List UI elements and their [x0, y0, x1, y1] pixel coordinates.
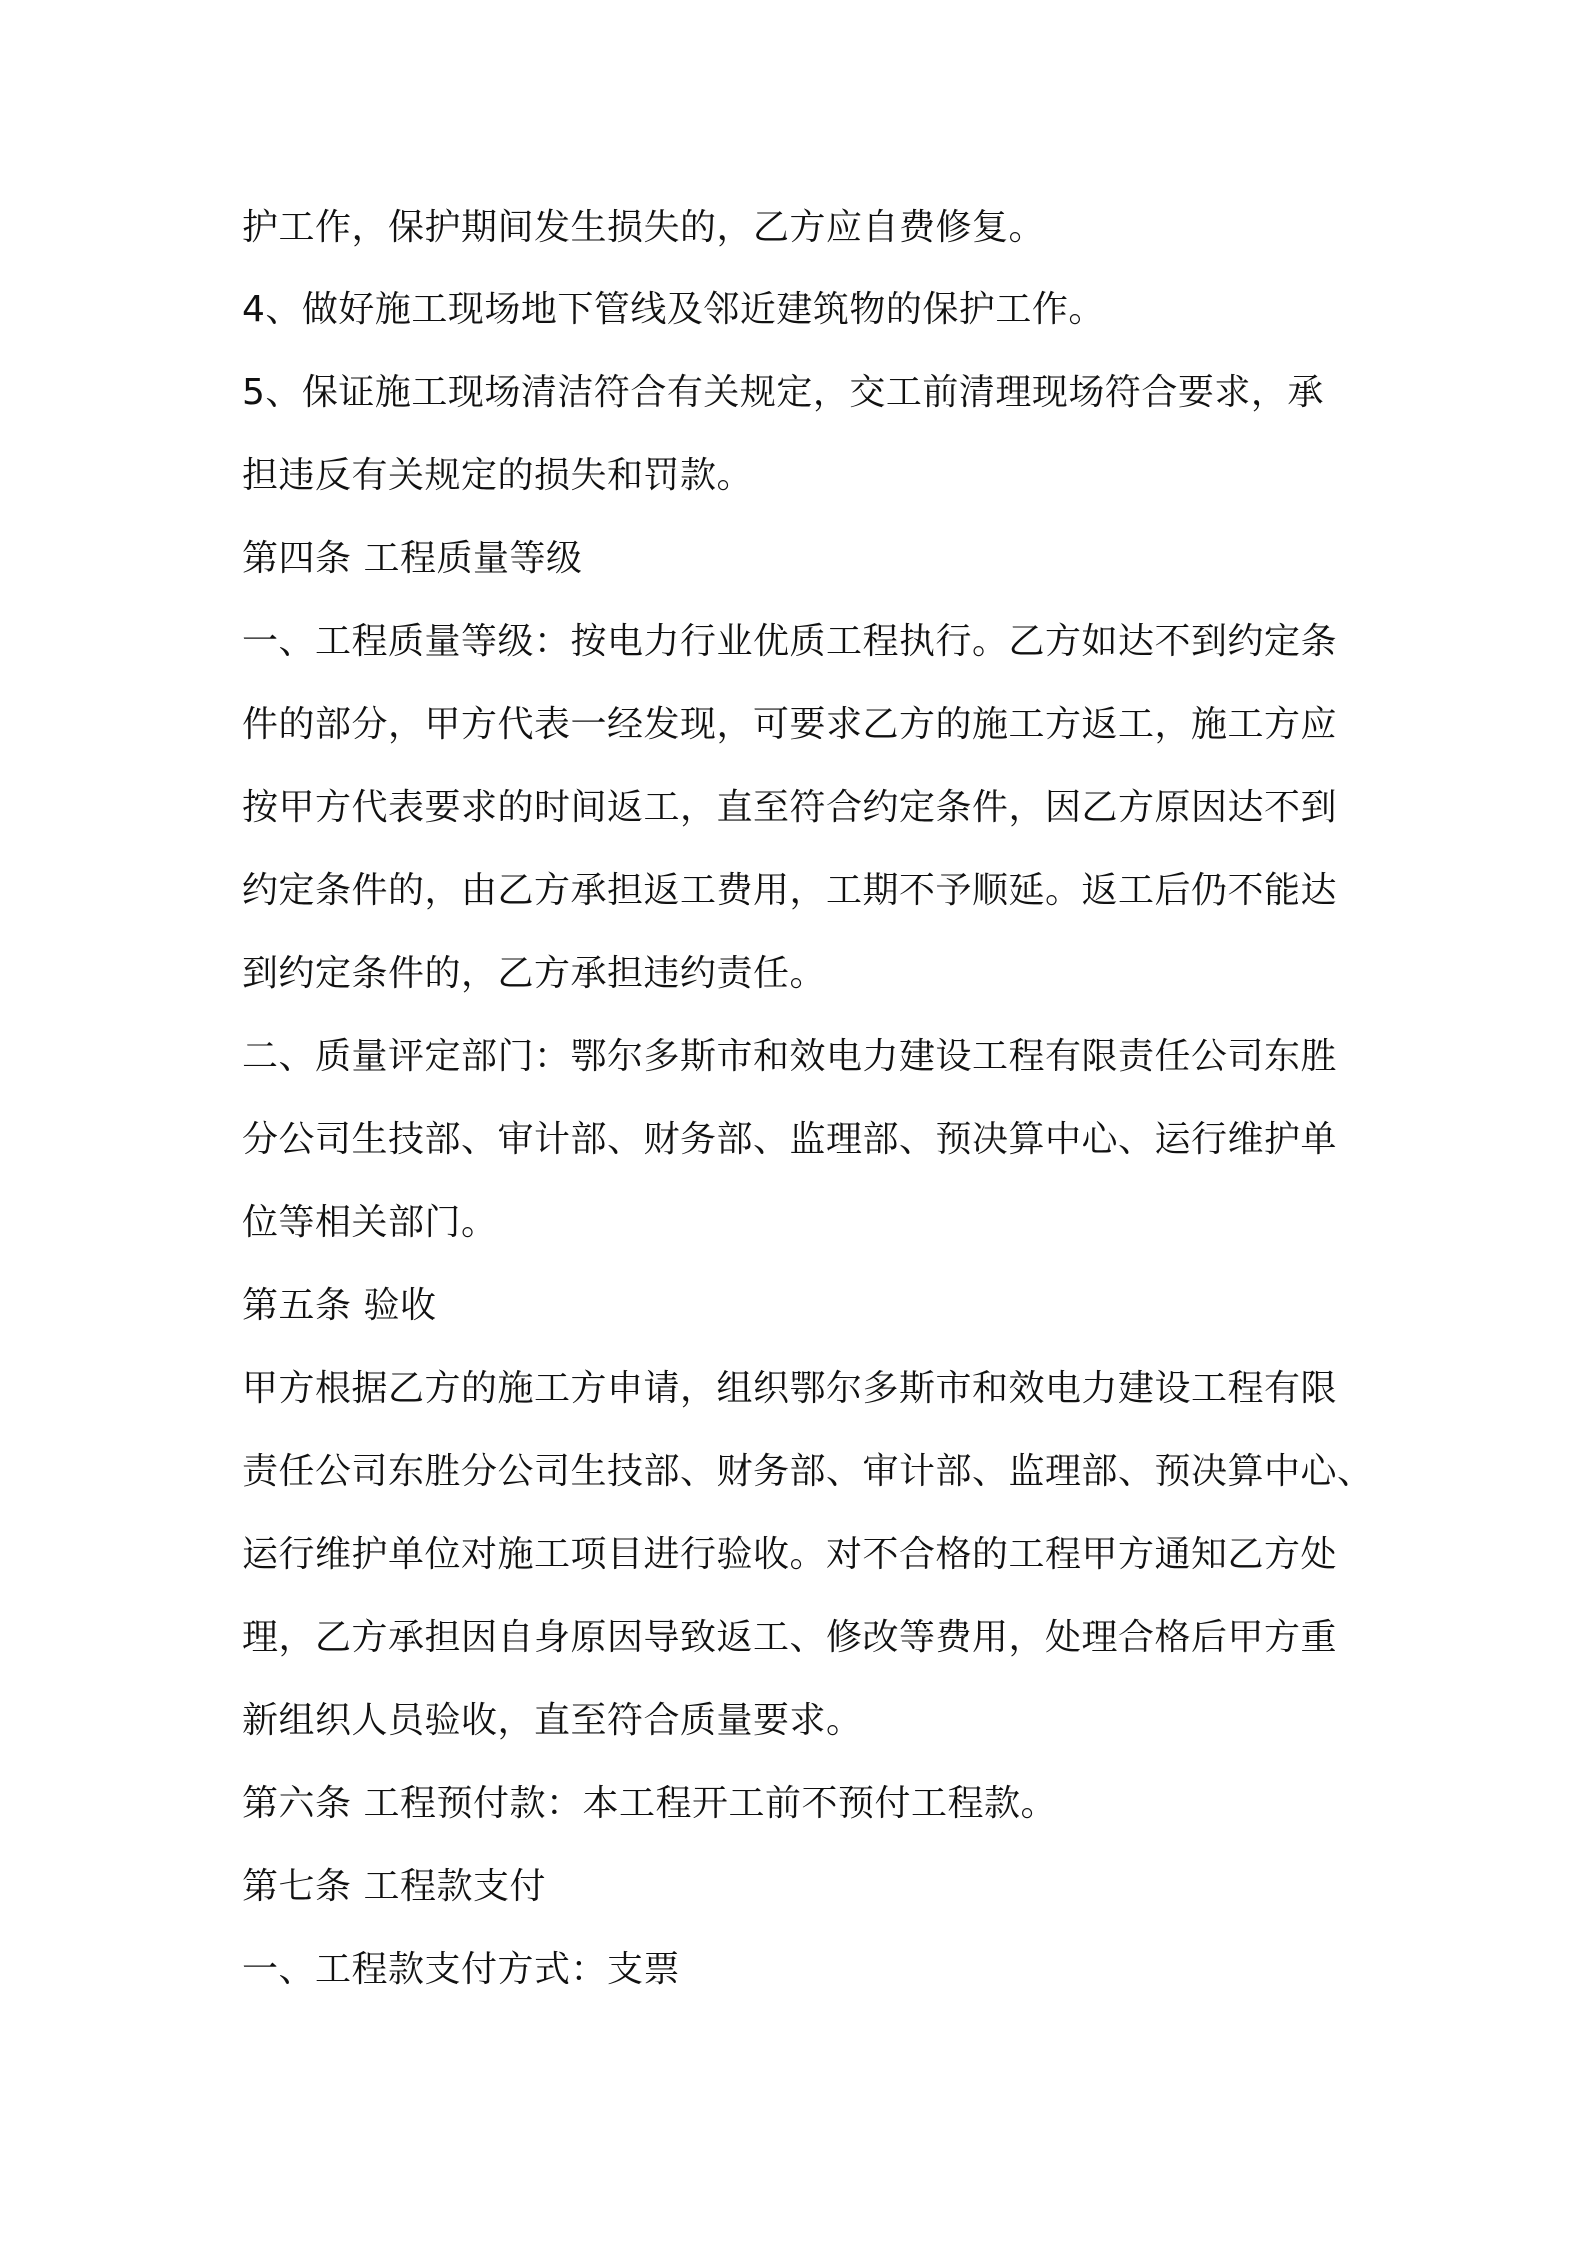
text-line: 分公司生技部、审计部、财务部、监理部、预决算中心、运行维护单 — [242, 1119, 1338, 1160]
text-line: 责任公司东胜分公司生技部、财务部、审计部、监理部、预决算中心、 — [242, 1451, 1374, 1492]
text-line: 担违反有关规定的损失和罚款。 — [242, 455, 754, 496]
text-line: 件的部分，甲方代表一经发现，可要求乙方的施工方返工，施工方应 — [242, 704, 1338, 745]
section-heading: 第五条 验收 — [242, 1285, 437, 1326]
text-line: 理，乙方承担因自身原因导致返工、修改等费用，处理合格后甲方重 — [242, 1617, 1338, 1658]
text-line: 按甲方代表要求的时间返工，直至符合约定条件，因乙方原因达不到 — [242, 787, 1338, 828]
text-line: 二、质量评定部门：鄂尔多斯市和效电力建设工程有限责任公司东胜 — [242, 1036, 1338, 1077]
text-line: 新组织人员验收，直至符合质量要求。 — [242, 1700, 863, 1741]
text-line: 位等相关部门。 — [242, 1202, 498, 1243]
section-heading: 第七条 工程款支付 — [242, 1866, 546, 1907]
text-line: 4、做好施工现场地下管线及邻近建筑物的保护工作。 — [242, 289, 1105, 330]
text-line: 到约定条件的，乙方承担违约责任。 — [242, 953, 827, 994]
text-line: 护工作，保护期间发生损失的，乙方应自费修复。 — [242, 207, 1046, 248]
text-line: 甲方根据乙方的施工方申请，组织鄂尔多斯市和效电力建设工程有限 — [242, 1368, 1338, 1409]
text-line: 一、工程质量等级：按电力行业优质工程执行。乙方如达不到约定条 — [242, 621, 1338, 662]
section-heading: 第四条 工程质量等级 — [242, 538, 583, 579]
text-line: 约定条件的，由乙方承担返工费用，工期不予顺延。返工后仍不能达 — [242, 870, 1338, 911]
section-heading: 第六条 工程预付款：本工程开工前不预付工程款。 — [242, 1783, 1057, 1824]
text-line: 一、工程款支付方式：支票 — [242, 1949, 681, 1990]
text-line: 运行维护单位对施工项目进行验收。对不合格的工程甲方通知乙方处 — [242, 1534, 1338, 1575]
text-line: 5、保证施工现场清洁符合有关规定，交工前清理现场符合要求，承 — [242, 372, 1324, 413]
